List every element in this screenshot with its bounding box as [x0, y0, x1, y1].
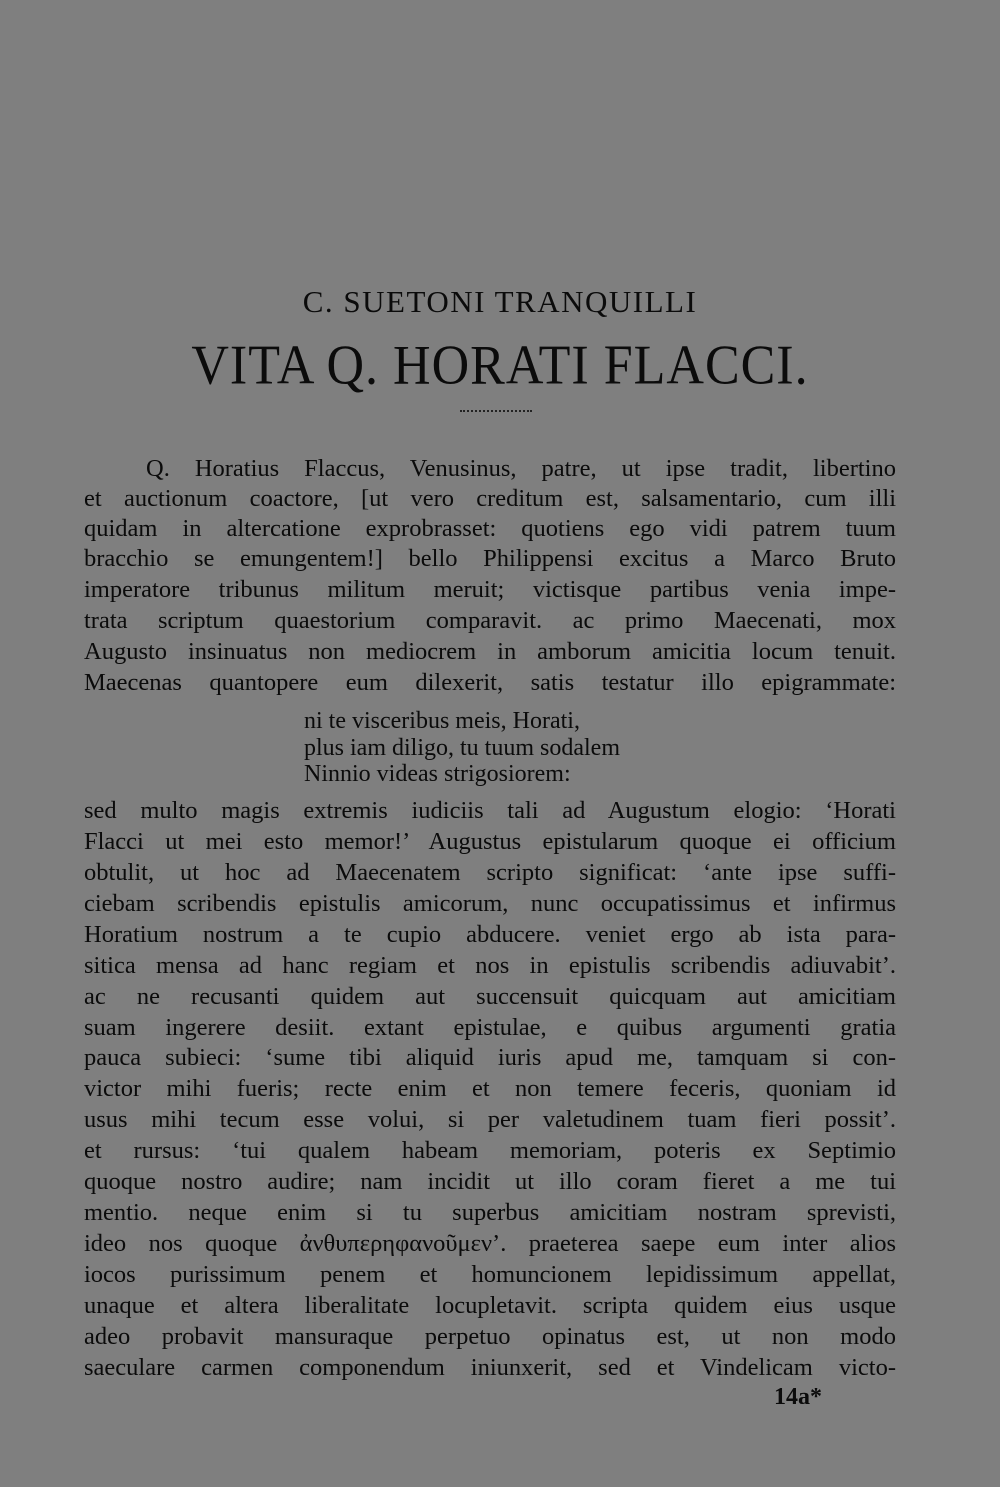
- text-line: suam ingerere desiit. extant epistulae, e quibus argumenti gratia: [84, 1014, 896, 1041]
- text-line: adeo probavit mansuraque perpetuo opinatus est, ut non modo: [84, 1323, 896, 1350]
- text-line: trata scriptum quaestorium comparavit. ac primo Maecenati, mox: [84, 607, 896, 634]
- author-heading: C. SUETONI TRANQUILLI: [302, 284, 698, 319]
- text-line: sitica mensa ad hanc regiam et nos in epistulis scribendis adiuvabit’.: [84, 952, 896, 979]
- verse-line: ni te visceribus meis, Horati,: [304, 708, 580, 734]
- text-line: quoque nostro audire; nam incidit ut illo coram fieret a me tui: [84, 1168, 896, 1195]
- text-line: Horatium nostrum a te cupio abducere. veniet ergo ab ista para-: [84, 921, 896, 948]
- text-line: iocos purissimum penem et homuncionem lepidissimum appellat,: [84, 1261, 896, 1288]
- text-line: ciebam scribendis epistulis amicorum, nunc occupatissimus et infirmus: [84, 890, 896, 917]
- text-line: Maecenas quantopere eum dilexerit, satis testatur illo epigrammate:: [84, 669, 896, 696]
- text-line: bracchio se emungentem!] bello Philippensi excitus a Marco Bruto: [84, 545, 896, 572]
- text-line: obtulit, ut hoc ad Maecenatem scripto significat: ‘ante ipse suffi-: [84, 859, 896, 886]
- text-line: et auctionum coactore, [ut vero creditum est, salsamentario, cum illi: [84, 485, 896, 512]
- text-line: ideo nos quoque ἀνθυπερηφανοῦμεν’. praeterea saepe eum inter alios: [84, 1230, 896, 1257]
- page-number: 14a*: [774, 1384, 822, 1410]
- text-line: sed multo magis extremis iudiciis tali ad Augustum elogio: ‘Horati: [84, 797, 896, 824]
- text-line: mentio. neque enim si tu superbus amicitiam nostram sprevisti,: [84, 1199, 896, 1226]
- text-line: quidam in altercatione exprobrasset: quotiens ego vidi patrem tuum: [84, 515, 896, 542]
- text-line: Augusto insinuatus non mediocrem in amborum amicitia locum tenuit.: [84, 638, 896, 665]
- page-title: VITA Q. HORATI FLACCI.: [191, 334, 809, 397]
- text-line: pauca subieci: ‘sume tibi aliquid iuris apud me, tamquam si con-: [84, 1044, 896, 1071]
- text-line: ac ne recusanti quidem aut succensuit quicquam aut amicitiam: [84, 983, 896, 1010]
- text-line: Flacci ut mei esto memor!’ Augustus epistularum quoque ei officium: [84, 828, 896, 855]
- text-line: saeculare carmen componendum iniunxerit, sed et Vindelicam victo-: [84, 1354, 896, 1381]
- title-ornament-rule: [460, 410, 532, 414]
- text-line: victor mihi fueris; recte enim et non temere feceris, quoniam id: [84, 1075, 896, 1102]
- verse-line: Ninnio videas strigosiorem:: [304, 761, 571, 787]
- text-line: imperatore tribunus militum meruit; victisque partibus venia impe-: [84, 576, 896, 603]
- text-line: Q. Horatius Flaccus, Venusinus, patre, ut ipse tradit, libertino: [146, 455, 896, 482]
- text-line: et rursus: ‘tui qualem habeam memoriam, poteris ex Septimio: [84, 1137, 896, 1164]
- text-line: unaque et altera liberalitate locupletavit. scripta quidem eius usque: [84, 1292, 896, 1319]
- verse-line: plus iam diligo, tu tuum sodalem: [304, 735, 620, 761]
- text-line: usus mihi tecum esse volui, si per valetudinem tuam fieri possit’.: [84, 1106, 896, 1133]
